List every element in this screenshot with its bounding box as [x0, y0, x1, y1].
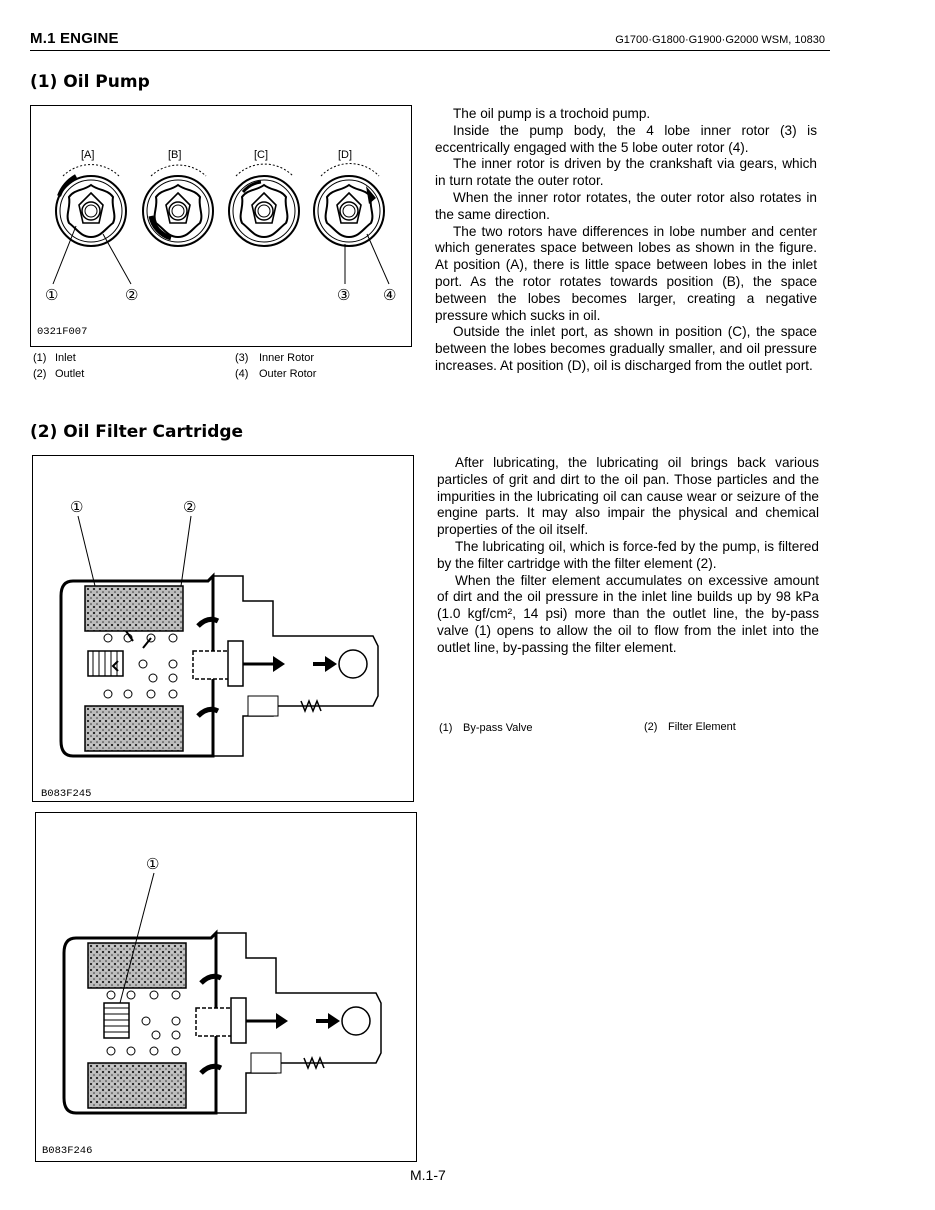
filter-element-top	[85, 586, 183, 631]
callout-4: ④	[383, 287, 397, 304]
oil-filter-para-3: When the filter element accumulates on excessive amount of dirt and the oil pressure in the inlet line builds up by 98 kPa (1.0 kgf/cm², 14 psi) more than the outlet line, the by-pass valve (1) opens to allow the oil to flow from the inlet into the outlet line, by-passing the filter element.	[437, 572, 819, 655]
header-rule	[30, 50, 830, 51]
oil-filter-text	[437, 455, 819, 657]
filter-element-bottom	[85, 706, 183, 751]
oil-pump-legend-2: (2) Outlet	[33, 368, 85, 380]
oil-pump-para-4: When the inner rotor rotates, the outer rotor also rotates in the same direction.	[435, 189, 817, 222]
oil-pump-legend-3: (3) Inner Rotor	[235, 352, 315, 364]
model-header: G1700·G1800·G1900·G2000 WSM, 10830	[615, 34, 825, 46]
page-number: M.1-7	[410, 1167, 446, 1183]
rotor-b	[143, 165, 213, 246]
oil-filter-para-1: After lubricating, the lubricating oil brings back various particles of grit and dirt to the oil pan. Those particles and the impurities in the lubricating oil can cause wear or seizure of the engine parts. It may also impair the physical and chemical properties of the oil itself.	[437, 455, 819, 538]
position-a-label: [A]	[81, 149, 95, 161]
rotor-d	[314, 164, 384, 246]
callout-3: ③	[337, 287, 351, 304]
oil-pump-legend-1: (1) Inlet	[33, 352, 76, 364]
oil-filter-legend-1: (1) By-pass Valve	[439, 722, 533, 734]
oil-filter-figure-1	[32, 455, 414, 802]
oil-pump-figure	[30, 105, 412, 347]
oil-pump-diagram	[31, 106, 411, 346]
oil-pump-legend-4: (4) Outer Rotor	[235, 368, 317, 380]
position-d-label: [D]	[338, 149, 353, 161]
oil-filter-diagram-1	[33, 456, 413, 801]
filter1-callout-2: ②	[183, 499, 197, 516]
rotor-a	[56, 165, 126, 246]
filter2-element-bottom	[88, 1063, 186, 1108]
callout-line-2	[103, 234, 131, 284]
oil-filter-figure-2-code: B083F246	[42, 1145, 93, 1157]
oil-pump-text	[435, 106, 817, 375]
position-c-label: [C]	[254, 149, 269, 161]
oil-filter-diagram-2	[36, 813, 416, 1161]
oil-pump-para-3: The inner rotor is driven by the crankshaft via gears, which in turn rotate the outer rotor.	[435, 156, 817, 189]
oil-pump-title: (1) Oil Pump	[30, 72, 150, 92]
filter2-callout-1: ①	[146, 856, 160, 873]
callout-1: ①	[45, 287, 59, 304]
section-header: M.1 ENGINE	[30, 30, 119, 47]
rotor-c	[229, 164, 299, 246]
position-b-label: [B]	[168, 149, 182, 161]
oil-filter-para-2: The lubricating oil, which is force-fed by the pump, is filtered by the filter cartridge with the filter element (2).	[437, 538, 819, 571]
oil-pump-para-5: The two rotors have differences in lobe number and center which generates space between lobes as shown in the figure. At position (A), there is little space between lobes in the inlet port. As the rotor rotates towards position (B), the space between the lobes becomes larger, creating a negative pressure which sucks in oil.	[435, 223, 817, 323]
oil-pump-para-6: Outside the inlet port, as shown in position (C), the space between the lobes becomes gradually smaller, and oil pressure increases. At position (D), oil is discharged from the outlet port.	[435, 324, 817, 373]
callout-line-4	[367, 234, 389, 284]
oil-filter-title: (2) Oil Filter Cartridge	[30, 422, 244, 442]
oil-pump-figure-code: 0321F007	[37, 326, 88, 338]
filter2-element-top	[88, 943, 186, 988]
oil-filter-legend-2: (2) Filter Element	[644, 721, 736, 733]
oil-filter-figure-2	[35, 812, 417, 1162]
oil-pump-para-2: Inside the pump body, the 4 lobe inner rotor (3) is eccentrically engaged with the 5 lobe outer rotor (4).	[435, 122, 817, 155]
oil-filter-figure-1-code: B083F245	[41, 788, 92, 800]
callout-2: ②	[125, 287, 139, 304]
filter1-callout-1: ①	[70, 499, 84, 516]
oil-pump-para-1: The oil pump is a trochoid pump.	[453, 106, 651, 121]
